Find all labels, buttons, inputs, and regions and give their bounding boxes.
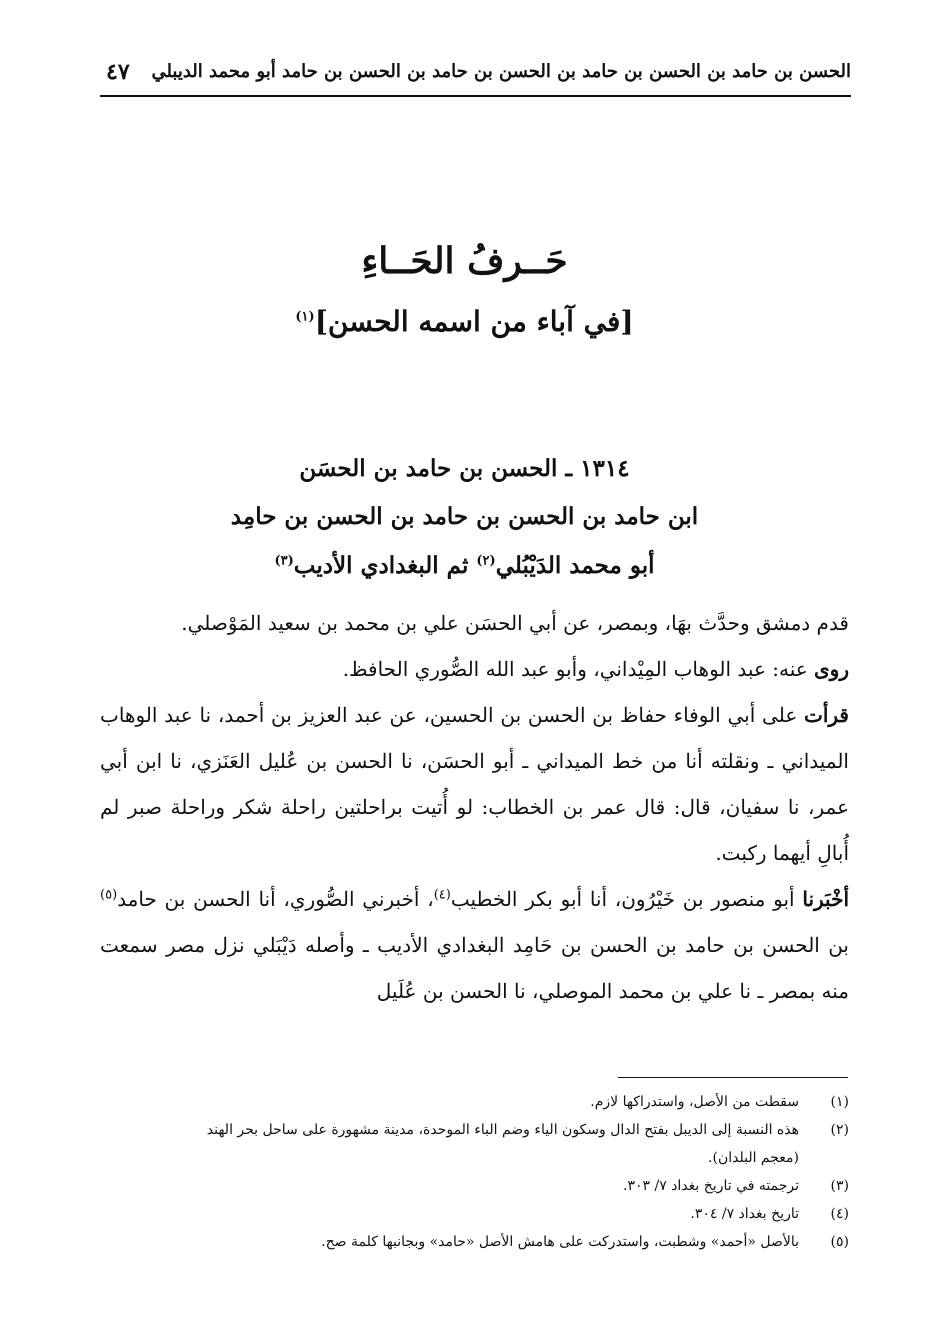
paragraph-1: قدم دمشق وحدَّث بهَا، وبمصر، عن أبي الحسَن علي بن محمد بن سعيد المَوْصلي. — [181, 611, 849, 635]
footnote-3 — [170, 1172, 849, 1200]
running-header — [100, 55, 851, 97]
entry-heading-line-2: ابن حامد بن الحسن بن حامد بن الحسن بن حامِد — [230, 503, 699, 530]
footnote-4 — [170, 1200, 849, 1228]
footnote-ref-4: (٤) — [433, 887, 451, 903]
entry-body — [100, 600, 849, 1014]
footnote-ref-1: (١) — [295, 309, 315, 325]
paragraph-4-text-a: أبو منصور بن خَيْرُون، أنا أبو بكر الخطيب — [450, 887, 803, 911]
footnote-5 — [170, 1228, 849, 1256]
chapter-subtitle-text: [في آباء من اسمه الحسن] — [314, 305, 634, 338]
page-number: ٤٧ — [106, 59, 130, 85]
footnote-text: تاريخ بغداد ٧/ ٣٠٤. — [690, 1206, 799, 1222]
paragraph-2 — [100, 646, 849, 692]
footnote-text: هذه النسبة إلى الديبل بفتح الدال وسكون الياء وضم الباء الموحدة، مدينة مشهورة على ساحل بحر الهند (معجم البلدان). — [206, 1122, 799, 1166]
entry-nisba: ثم البغدادي الأديب — [293, 552, 477, 579]
paragraph-3-text: على أبي الوفاء حفاظ بن الحسن بن الحسين، عن عبد العزيز بن أحمد، نا عبد الوهاب الميداني ـ ونقلته أنا من خط الميداني ـ أبو الحسَن، نا الحسن بن عُليل العَنَزي، نا ابن أبي عمر، نا سفيان، قال: قال عمر بن الخطاب: لو أُتيت براحلتين راحلة شكر وراحلة صبر لم أُبالِ أيهما ركبت. — [100, 703, 849, 865]
paragraph-4-text-c: بن الحسن بن حامد بن الحسن بن حَامِد البغدادي الأديب ـ وأصله دَيْبَلي نزل مصر سمعت منه بمصر ـ نا علي بن محمد الموصلي، نا الحسن بن عُلَيل — [100, 933, 849, 1003]
footnote-2 — [170, 1116, 849, 1172]
footnote-divider — [618, 1077, 848, 1078]
footnote-ref-2: (٢) — [476, 553, 496, 569]
footnote-number: (٥) — [830, 1234, 849, 1250]
entry-heading-line-1: ١٣١٤ ـ الحسن بن حامد بن الحسَن — [299, 455, 630, 482]
paragraph-4-lead: أخْبَرنا — [802, 887, 849, 911]
footnote-ref-5: (٥) — [100, 887, 118, 903]
paragraph-3-lead: قرأت — [804, 703, 849, 727]
paragraph-4 — [100, 876, 849, 1014]
paragraph-4-text-b: ، أخبرني الصُّوري، أنا الحسن بن حامد — [117, 887, 434, 911]
paragraph-3 — [100, 692, 849, 876]
footnote-ref-3: (٣) — [274, 553, 294, 569]
footnotes — [170, 1088, 849, 1256]
paragraph-2-text: عنه: عبد الوهاب المِيْداني، وأبو عبد الله الصُّوري الحافظ. — [342, 657, 815, 681]
footnote-text: سقطت من الأصل، واستدراكها لازم. — [590, 1094, 799, 1110]
paragraph-2-lead: روى — [814, 657, 849, 681]
chapter-subtitle — [0, 305, 929, 338]
footnote-text: ترجمته في تاريخ بغداد ٧/ ٣٠٣. — [623, 1178, 799, 1194]
footnote-number: (٢) — [830, 1122, 849, 1138]
chapter-title: حَــرفُ الحَــاءِ — [361, 240, 568, 282]
entry-kunya: أبو محمد الدَيْبُلي — [495, 552, 655, 579]
footnote-number: (٤) — [830, 1206, 849, 1222]
footnote-number: (٣) — [830, 1178, 849, 1194]
footnote-text: بالأصل «أحمد» وشطبت، واستدركت على هامش الأصل «حامد» وبجانبها كلمة صح. — [321, 1234, 799, 1250]
footnote-number: (١) — [830, 1094, 849, 1110]
footnote-1 — [170, 1088, 849, 1116]
running-title: الحسن بن حامد بن الحسن بن حامد بن الحسن بن حامد بن الحسن بن حامد أبو محمد الديبلي — [151, 61, 851, 82]
entry-heading-line-3 — [0, 552, 929, 579]
